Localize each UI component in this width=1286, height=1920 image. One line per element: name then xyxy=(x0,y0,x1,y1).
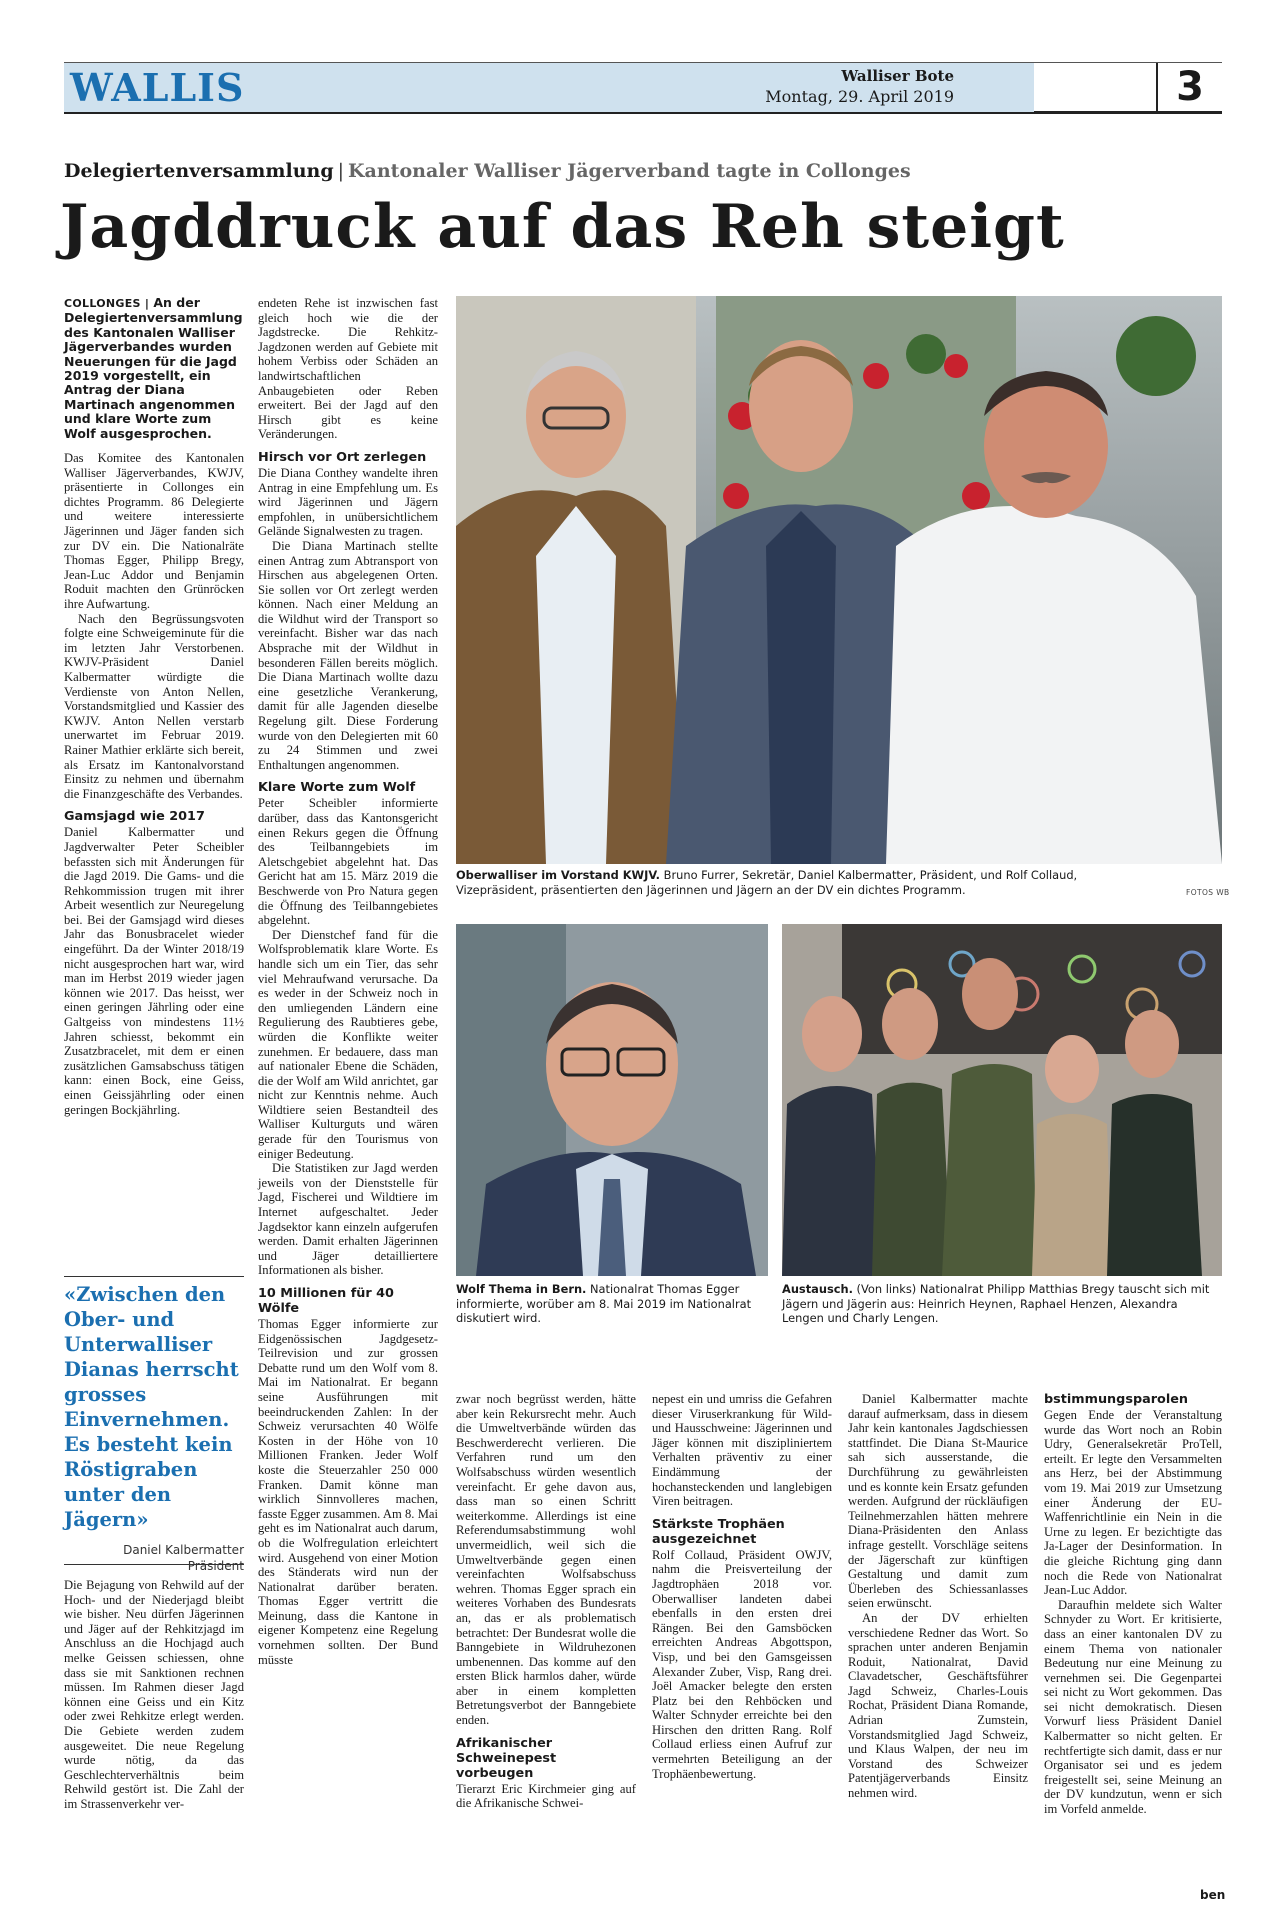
page-number: 3 xyxy=(1156,63,1222,112)
column-2 xyxy=(258,296,438,1667)
paragraph: Peter Scheibler informierte darüber, dass das Kantonsgericht einen Rekurs gegen die Öffnung des Teilbanngebiets im Aletschgebiet abgelehnt hat. Das Gericht hat am 15. März 2019 die Beschwerde von Pro Natura gegen die Öffnung des Teilbanngebietes abgelehnt. xyxy=(258,796,438,928)
kicker-separator: | xyxy=(337,160,345,182)
paragraph: Nach den Begrüssungsvoten folgte eine Schweigeminute für die im letzten Jahr Verstorbenen. KWJV-Präsident Daniel Kalbermatter würdigte die Verdienste von Anton Nellen, Vorstandsmitglied und Kassier des KWJV. Anton Nellen verstarb unerwartet im Februar 2019. Rainer Mathier erklärte sich bereit, als Ersatz im Kantonalvorstand Einsitz zu nehmen und übernahm die Finanzgeschäfte des Verbandes. xyxy=(64,611,244,801)
kicker-sub: Kantonaler Walliser Jägerverband tagte in Collonges xyxy=(348,160,911,182)
subheading: Afrikanischer Schweinepest vorbeugen xyxy=(456,1735,557,1781)
quote-rule-top xyxy=(64,1276,244,1277)
egger-illustration xyxy=(456,924,768,1276)
paragraph: nepest ein und umriss die Gefahren dieser Viruserkrankung für Wild- und Hausschweine: Jägerinnen und Jäger können mit diszipliniertem Verhalten präventiv zu einer Eindämmung der hochansteckenden und langlebigen Viren beitragen. xyxy=(652,1392,832,1509)
dateline: COLLONGES | xyxy=(64,297,154,310)
author-initials: ben xyxy=(1200,1888,1226,1902)
main-photo-caption xyxy=(456,868,1156,897)
section-name: WALLIS xyxy=(70,65,245,110)
paragraph: Die Bejagung von Rehwild auf der Hoch- und der Niederjagd bleibt wie bisher. Neu dürfen Jägerinnen und Jäger auf der Rehkitzjagd im Anschluss an die Hochjagd auch melke Geissen schiessen, ohne dass sie mit Sanktionen rechnen müssen. Im Rahmen dieser Jagd können eine Geiss und ein Kitz oder zwei Rehkitze erlegt werden. Die Gebiete werden zudem ausgeweitet. Die neue Regelung wurde nötig, da das Geschlechterverhältnis beim Rehwild gestört ist. Die Zahl der im Strassenverkehr ver- xyxy=(64,1578,244,1811)
headline: Jagddruck auf das Reh steigt xyxy=(60,192,1065,262)
paragraph: Gegen Ende der Veranstaltung wurde das Wort noch an Robin Udry, Generalsekretär ProTell, erteilt. Er legte den Versammelten ans Herz, bei der Abstimmung vom 19. Mai 2019 zur Umsetzung einer Änderung der EU-Waffenrichtlinie ein Nein in die Urne zu legen. Er bezichtigte das Ja-Lager der Desinformation. In die gleiche Richtung ging dann noch die Rede von Nationalrat Jean-Luc Addor. xyxy=(1044,1408,1222,1598)
column-5 xyxy=(848,1392,1028,1801)
paragraph: Daniel Kalbermatter machte darauf aufmerksam, dass in diesem Jahr kein kantonales Jagdschiessen stattfindet. Die Diana St-Maurice sah sich ausserstande, die Durchführung zu gewährleisten und es konnte kein Ersatz gefunden werden. Aufgrund der rückläufigen Teilnehmerzahlen hätten mehrere Diana-Präsidenten den Anlass infrage gestellt. Vorschläge seitens der Jägerschaft zur künftigen Gestaltung und damit zum Überleben des Schiessanlasses seien erwünscht. xyxy=(848,1392,1028,1611)
paragraph: Der Dienstchef fand für die Wolfsproblematik klare Worte. Es handle sich um ein Tier, das sehr viel Mehraufwand verursache. Da es weder in der Schweiz noch in den umliegenden Ländern eine Regulierung des Raubtieres gebe, würden die Konflikte weiter zunehmen. Er bedauere, dass man auf nationaler Ebene die Schäden, die der Wolf am Wild anrichtet, gar nicht zur Kenntnis nehme. Auch Wildtiere seien Bestandteil des Walliser Kulturguts und wären gerade für den Tourismus von einiger Bedeutung. xyxy=(258,927,438,1161)
group-illustration xyxy=(782,924,1222,1276)
paragraph: endeten Rehe ist inzwischen fast gleich hoch wie die der Jagdstrecke. Die Rehkitz-Jagdzonen werden auf Gebiete mit hohem Verbiss oder Schäden an landwirtschaftlichen Anbaugebieten oder Reben erweitert. Bei der Jagd auf den Hirsch gibt es keine Veränderungen. xyxy=(258,296,438,442)
subheading: bstimmungsparolen xyxy=(1044,1392,1189,1407)
paragraph: Rolf Collaud, Präsident OWJV, nahm die Preisverteilung der Jagdtrophäen 2018 vor. Oberwalliser landeten dabei ebenfalls in den ersten drei Rängen. Bei den Gamsböcken erreichten Andreas Abgottspon, Visp, und bei den Gamsgeissen Alexander Zuber, Visp, Rang drei. Joël Amacker belegte den ersten Platz bei den Rehböcken und Walter Schnyder erreichte bei den Hirschen den dritten Rang. Rolf Collaud erliess einen Aufruf zur vermehrten Beteiligung an der Trophäenbewertung. xyxy=(652,1547,832,1781)
paragraph: Die Diana Conthey wandelte ihren Antrag in eine Empfehlung um. Es wird Jägerinnen und Jägern empfohlen, in unübersichtlichem Gelände Signalwesten zu tragen. xyxy=(258,465,438,539)
caption-title: Austausch. xyxy=(782,1282,853,1296)
caption-text: (Von links) Nationalrat Philipp Matthias Bregy tauscht sich mit Jägern und Jägerin aus: Heinrich Heynen, Raphael Henzen, Alexandra Lengen und Charly Lengen. xyxy=(782,1282,1210,1325)
photo-board-members xyxy=(456,296,1222,864)
subheading: Gamsjagd wie 2017 xyxy=(64,809,205,825)
paragraph: Thomas Egger informierte zur Eidgenössischen Jagdgesetz-Teilrevision und zur grossen Debatte rund um den Wolf vom 8. Mai im Nationalrat. Er begann seine Ausführungen mit beeindruckenden Zahlen: In der Schweiz verursachten 40 Wölfe Kosten in der Höhe von 10 Millionen Franken. Jeder Wolf koste die Steuerzahler 250 000 Franken. Damit könne man wirklich Sinnvolleres machen, fasste Egger zusammen. Am 8. Mai geht es im Nationalrat auch darum, ob die Wolfregulation erleichtert wird. Ausgehend von einer Motion des Ständerats wird nun der Nationalrat darüber beraten. Thomas Egger vertritt die Meinung, dass die Kantone in eigener Kompetenz eine Regelung vornehmen sollten. Der Bund müsste xyxy=(258,1317,438,1667)
paragraph: Die Statistiken zur Jagd werden jeweils von der Dienststelle für Jagd, Fischerei und Wildtiere im Internet aufgeschaltet. Jeder Jagdsektor kann einzeln aufgerufen werden. Damit erhalten Jägerinnen und Jäger detailliertere Informationen als bisher. xyxy=(258,1161,438,1278)
paragraph: Das Komitee des Kantonalen Walliser Jägerverbandes, KWJV, präsentierte in Collonges ein dichtes Programm. 86 Delegierte und weitere interessierte Jägerinnen und Jäger fanden sich zur DV ein. Die Nationalräte Thomas Egger, Philipp Bregy, Jean-Luc Addor und Benjamin Roduit machten den Grünröcken ihre Aufwartung. xyxy=(64,451,244,611)
subheading: Klare Worte zum Wolf xyxy=(258,780,416,796)
group-photo-caption xyxy=(782,1282,1222,1326)
quote-author-name: Daniel Kalbermatter xyxy=(123,1543,244,1557)
caption-title: Wolf Thema in Bern. xyxy=(456,1282,587,1296)
kicker xyxy=(64,160,911,182)
photo-credit: FOTOS WB xyxy=(1186,888,1230,897)
paragraph: Daraufhin meldete sich Walter Schnyder zu Wort. Er kritisierte, dass an einer kantonalen DV zu einem Thema von nationaler Bedeutung nur eine Meinung zu vernehmen sei. Die Gegenpartei sei nicht zu Wort gekommen. Das sei nicht demokratisch. Diesen Vorwurf liess Präsident Daniel Kalbermatter so nicht gelten. Er rechtfertigte sich damit, dass er nur Organisator sei und es jedem freigestellt sei, seine Meinung an der DV kundzutun, wenn er sich im Vorfeld anmelde. xyxy=(1044,1597,1222,1817)
egger-photo-caption xyxy=(456,1282,772,1326)
column-4 xyxy=(652,1392,832,1781)
quote-text: «Zwischen den Ober- und Unterwalliser Dianas herrscht grosses Einvernehmen. Es besteht kein Röstigraben unter den Jägern» xyxy=(64,1283,239,1531)
column-1 xyxy=(64,296,244,1117)
photo-thomas-egger xyxy=(456,924,768,1276)
quote-rule-bottom xyxy=(64,1564,244,1565)
section-banner xyxy=(64,63,1034,112)
subheading: Hirsch vor Ort zerlegen xyxy=(258,449,427,465)
column-1-continued xyxy=(64,1578,244,1812)
subheading: 10 Millionen für 40 Wölfe xyxy=(258,1286,394,1316)
caption-text: Nationalrat Thomas Egger informierte, worüber am 8. Mai 2019 im Nationalrat diskutiert wird. xyxy=(456,1282,752,1325)
kicker-main: Delegiertenversammlung xyxy=(64,160,334,182)
issue-date: Montag, 29. April 2019 xyxy=(765,87,954,106)
column-6 xyxy=(1044,1392,1222,1817)
quote-author xyxy=(64,1542,244,1574)
paragraph: Die Diana Martinach stellte einen Antrag zum Abtransport von Hirschen aus abgelegenen Orten. Sie sollen vor Ort zerlegt werden können. Nach einer Meldung an die Wildhut wird der Transport so vereinfacht. Bisher war das nach Absprache mit der Wildhut in besonderen Fällen bereits möglich. Die Diana Martinach wollte dazu eine gesetzliche Verankerung, damit für alle Jagenden dieselbe Regelung gilt. Diese Forderung wurde von den Delegierten mit 60 zu 24 Stimmen und zwei Enthaltungen angenommen. xyxy=(258,538,438,772)
board-members-illustration xyxy=(456,296,1222,864)
paragraph: Daniel Kalbermatter und Jagdverwalter Peter Scheibler befassten sich mit Änderungen für die Jagd 2019. Die Gams- und die Rehkommission trugen mit ihrer Arbeit wesentlich zur Neuregelung bei. Bei der Gamsjagd wird dieses Jahr das Bonusbracelet wieder eingeführt. Da der Winter 2018/19 nicht ausgesprochen hart war, wird man im Herbst 2019 wieder jagen können wie 2017. Das heisst, wer einen geringen Jährling oder eine Galtgeiss von mindestens 11½ Jahren schiesst, bekommt ein Zusatzbracelet, mit dem er einen zusätzlichen Gamsabschuss tätigen kann: einen Bock, eine Geiss, einen Geissjährling oder einen geringen Bockjährling. xyxy=(64,825,244,1117)
article-lead xyxy=(64,296,244,441)
photo-group-exchange xyxy=(782,924,1222,1276)
caption-title: Oberwalliser im Vorstand KWJV. xyxy=(456,868,661,882)
paper-name: Walliser Bote xyxy=(841,67,954,85)
page-header xyxy=(64,62,1222,114)
paragraph: An der DV erhielten verschiedene Redner das Wort. So sprachen unter anderen Benjamin Roduit, Nationalrat, David Clavadetscher, Geschäftsführer Jagd Schweiz, Charles-Louis Rochat, Präsident Diana Romande, Adrian Zumstein, Vorstandsmitglied Jagd Schweiz, und Klaus Walpen, der neu im Vorstand des Schweizer Patentjägerverbands Einsitz nehmen wird. xyxy=(848,1610,1028,1801)
column-3 xyxy=(456,1392,636,1811)
quote-author-role: Präsident xyxy=(187,1559,244,1573)
subheading: Stärkste Trophäen ausgezeichnet xyxy=(652,1516,785,1547)
caption-text: Bruno Furrer, Sekretär, Daniel Kalbermatter, Präsident, und Rolf Collaud, Vizepräsident, präsentierten den Jägerinnen und Jägern an der DV ein dichtes Programm. xyxy=(456,868,1078,897)
lead-text: An der Delegiertenversammlung des Kantonalen Walliser Jägerverbandes wurden Neuerungen für die Jagd 2019 vorgestellt, ein Antrag der Diana Martinach angenommen und klare Worte zum Wolf ausgesprochen. xyxy=(64,295,243,441)
paragraph: zwar noch begrüsst werden, hätte aber kein Rekursrecht mehr. Auch die Umweltverbände würden das Beschwerderecht verlieren. Die Verfahren rund um den Wolfsabschuss würden wesentlich vereinfacht. Er gehe davon aus, dass man so einen Schritt weiterkomme. Allerdings ist eine Referendumsabstimmung wohl unvermeidlich, weil sich die Umweltverbände gegen einen vereinfachten Wolfsabschuss wehren. Thomas Egger sprach ein weiteres Vorhaben des Bundesrats an, das er als problematisch betrachtet: Der Bundesrat wolle die Banngebiete in Wildruhezonen umbenennen. Das komme auf den ersten Blick harmlos daher, würde aber in einem kompletten Betretungsverbot der Banngebiete enden. xyxy=(456,1392,636,1728)
paragraph: Tierarzt Eric Kirchmeier ging auf die Afrikanische Schwei- xyxy=(456,1781,636,1811)
pull-quote xyxy=(64,1282,244,1574)
